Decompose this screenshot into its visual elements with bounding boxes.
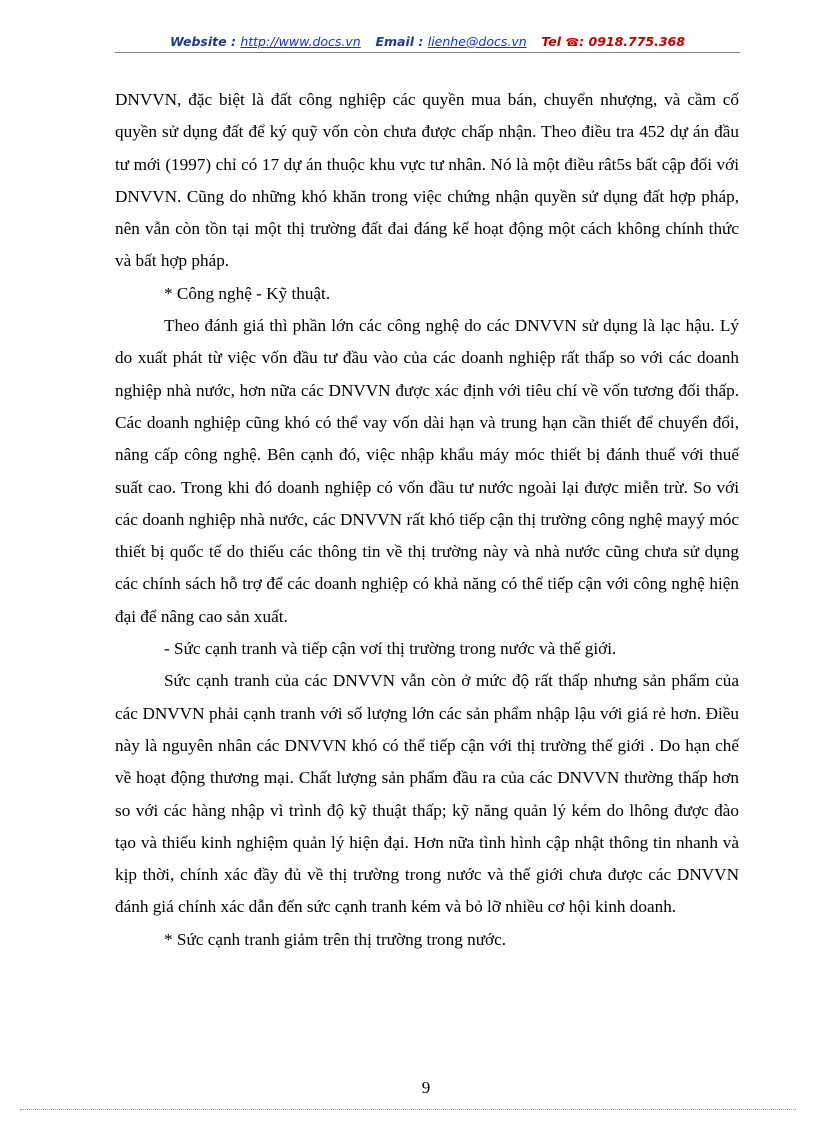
website-link[interactable]: http://www.docs.vn <box>240 34 361 49</box>
page-number: 9 <box>421 1078 431 1097</box>
footer-divider <box>20 1109 796 1110</box>
email-link[interactable]: lienhe@docs.vn <box>427 34 527 49</box>
paragraph: DNVVN, đặc biệt là đất công nghiệp các quyền mua bán, chuyển nhượng, và cầm cố quyền sử dụng đất để ký quỹ vốn còn chưa được chấp nhận. Theo điều tra 452 dự án đầu tư mới (1997) chỉ có 17 dự án thuộc khu vực tư nhân. Nó là một điều rât5s bất cập đối với DNVVN. Cũng do những khó khăn trong việc chứng nhận quyền sử dụng đất hợp pháp, nên vẫn còn tồn tại một thị trường đất đai đáng kể hoạt động một cách không chính thức và bất hợp pháp. <box>115 90 739 271</box>
telephone-icon: ☎ <box>565 36 580 49</box>
email-label: Email : <box>375 34 424 49</box>
tel-label: Tel <box>541 34 562 49</box>
paragraph: Theo đánh giá thì phần lớn các công nghệ do các DNVVN sử dụng là lạc hậu. Lý do xuất phát từ việc vốn đầu tư đầu vào của các doanh nghiệp rất thấp so với các doanh nghiệp nhà nước, hơn nữa các DNVVN được xác định với tiêu chí về vốn tương đối thấp. Các doanh nghiệp cũng khó có thể vay vốn dài hạn và trung hạn cần thiết để chuyển đổi, nâng cấp công nghệ. Bên cạnh đó, việc nhập khẩu máy móc thiết bị đánh thuế với thuế suất cao. Trong khi đó doanh nghiệp có vốn đầu tư nước ngoài lại được miễn trừ. So với các doanh nghiệp nhà nước, các DNVVN rất khó tiếp cận thị trường công nghệ mayý móc thiết bị quốc tế do thiếu các thông tin về thị trường này và nhà nước cũng chưa sử dụng các chính sách hỗ trợ để các doanh nghiệp có khả năng có thể tiếp cận với công nghệ hiện đại để nâng cao sản xuất. <box>115 316 739 626</box>
header-divider <box>115 52 740 53</box>
section-heading: * Sức cạnh tranh giảm trên thị trường trong nước. <box>164 929 507 949</box>
section-heading: - Sức cạnh tranh và tiếp cận vơí thị trường trong nước và thế giới. <box>164 639 617 659</box>
section-heading: * Công nghệ - Kỹ thuật. <box>164 283 331 303</box>
tel-value: : 0918.775.368 <box>579 34 685 49</box>
page-header <box>115 34 740 49</box>
document-body <box>115 84 739 956</box>
website-label: Website : <box>170 34 236 49</box>
paragraph: Sức cạnh tranh của các DNVVN vẫn còn ở mức độ rất thấp nhưng sản phẩm của các DNVVN phải cạnh tranh với số lượng lớn các sản phẩm nhập lậu với giá rẻ hơn. Điều này là nguyên nhân các DNVVN khó có thể tiếp cận với thị trường thế giới . Do hạn chế về hoạt động thương mại. Chất lượng sản phẩm đầu ra của các DNVVN thường thấp hơn so với các hàng nhập vì trình độ kỹ thuật thấp; kỹ năng quản lý kém do lhông được đào tạo và thiếu kinh nghiệm quản lý hiện đại. Hơn nữa tình hình cập nhật thông tin nhanh và kịp thời, chính xác đầy đủ về thị trường trong nước và thế giới chưa được các DNVVN đánh giá chính xác dẫn đến sức cạnh tranh kém và bỏ lỡ nhiều cơ hội kinh doanh. <box>115 671 739 917</box>
